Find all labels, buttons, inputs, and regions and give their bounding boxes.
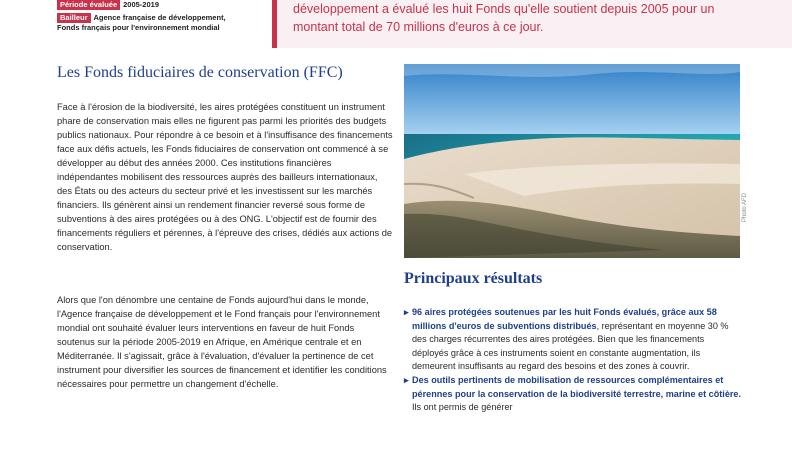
- funder-value-2: Fonds français pour l'environnement mondial: [57, 23, 220, 32]
- period-value: 2005-2019: [123, 0, 159, 9]
- period-row: [57, 0, 287, 10]
- funder-value-1: Agence française de développement,: [93, 13, 226, 22]
- result-1-text: , représentant en moyenne 30 % des charges récurrentes des aires protégées. Bien que les financements déployés grâce à ces instruments soient en constante augmentation, ils demeurent insuffisants au regard des besoins et des zones à couvrir.: [412, 320, 729, 372]
- summary-accent-bar: [272, 0, 277, 48]
- result-1-highlight: 96 aires protégées soutenues par les huit Fonds évalués, grâce aux 58 millions d'euros de subventions distribués: [412, 307, 717, 331]
- result-item-1: [404, 306, 742, 374]
- ffc-paragraph-1: Face à l'érosion de la biodiversité, les aires protégées constituent un instrument phare de conservation mais elles ne figurent pas parmi les priorités des budgets publics nationaux. Pour répondre à ce besoin et à l'insuffisance des financements face aux défis actuels, les Fonds fiduciaires de conservation ont commencé à se développer au début des années 2000. Ces institutions financières indépendantes mobilisent des ressources auprès des bailleurs internationaux, des États ou des acteurs du secteur privé et les investissent sur les marchés financiers. Ils génèrent ainsi un rendement financier reversé sous forme de subventions à des aires protégées ou à des ONG. L'objectif est de fournir des financements réguliers et pérennes, à l'épreuve des crises, dédiés aux actions de conservation.: [57, 102, 393, 252]
- ffc-paragraph-2: Alors que l'on dénombre une centaine de Fonds aujourd'hui dans le monde, l'Agence française de développement et le Fond français pour l'environnement mondial ont souhaité évaluer leurs interventions en faveur de huit Fonds soutenus sur la période 2005-2019 en Afrique, en Amérique centrale et en Méditerranée. Il s'agissait, grâce à l'évaluation, d'évaluer la pertinence de cet instrument pour diversifier les sources de financement et identifier les conditions nécessaires pour permettre un changement d'échelle.: [57, 295, 387, 389]
- result-2-text: Ils ont permis de générer: [412, 402, 513, 413]
- result-item-2: [404, 374, 742, 415]
- period-tag: Période évaluée: [57, 0, 120, 10]
- evaluation-metadata: [57, 0, 287, 33]
- summary-line-1: développement a évalué les huit Fonds qu'elle soutient depuis 2005 pour un: [293, 2, 715, 16]
- bullet-arrow-icon: ▸: [404, 307, 409, 317]
- coastal-landscape-photo: [404, 64, 740, 258]
- bullet-arrow-icon: ▸: [404, 374, 409, 385]
- funder-row: [57, 13, 287, 23]
- photo-illustration: [404, 64, 740, 258]
- summary-text: [293, 0, 763, 36]
- summary-line-2: montant total de 70 millions d'euros à ce jour.: [293, 20, 544, 34]
- photo-credit: Photo AFD: [742, 192, 748, 222]
- result-2-highlight: Des outils pertinents de mobilisation de ressources complémentaires et pérennes pour la conservation de la biodiversité terrestre, marine et côtière.: [412, 374, 742, 399]
- results-heading: Principaux résultats: [404, 270, 543, 287]
- results-list: [404, 306, 742, 415]
- funder-tag: Bailleur: [57, 13, 91, 23]
- ffc-heading: Les Fonds fiduciaires de conservation (FFC): [57, 64, 343, 81]
